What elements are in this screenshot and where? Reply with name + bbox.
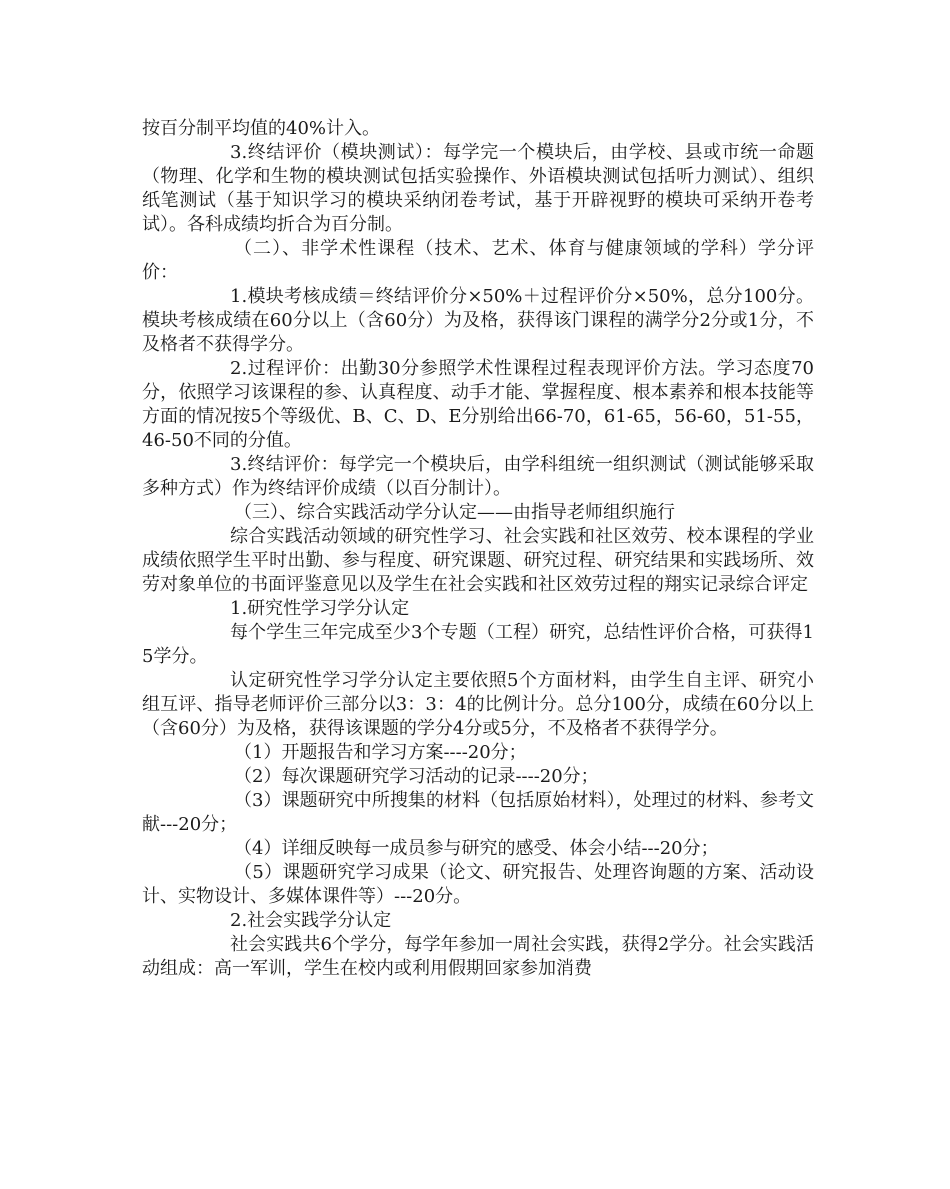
paragraph-p04: 1.模块考核成绩＝终结评价分×50%＋过程评价分×50%，总分100分。模块考核成绩在60分以上（含60分）为及格，获得该门课程的满学分2分或1分，不及格者不获得学分。 bbox=[142, 286, 814, 355]
list-item-2: （2）每次课题研究学习活动的记录----20分； bbox=[234, 766, 599, 787]
list-item-3: （3）课题研究中所搜集的材料（包括原始材料），处理过的材料、参考文献---20分； bbox=[142, 790, 814, 835]
document-body bbox=[142, 117, 814, 981]
subheading-research-credit: 1.研究性学习学分认定 bbox=[230, 598, 410, 619]
section-heading-2: （二）、非学术性课程（技术、艺术、体育与健康领域的学科）学分评价： bbox=[142, 238, 814, 283]
paragraph-p08: 综合实践活动领域的研究性学习、社会实践和社区效劳、校本课程的学业成绩依照学生平时出勤、参与程度、研究课题、研究过程、研究结果和实践场所、效劳对象单位的书面评鉴意见以及学生在社会实践和社区效劳过程的翔实记录综合评定 bbox=[142, 526, 814, 595]
paragraph-p10: 每个学生三年完成至少3个专题（工程）研究，总结性评价合格，可获得15学分。 bbox=[142, 622, 814, 667]
list-item-1: （1）开题报告和学习方案----20分； bbox=[234, 742, 527, 763]
list-item-4: （4）详细反映每一成员参与研究的感受、体会小结---20分； bbox=[234, 838, 719, 859]
list-item-5: （5）课题研究学习成果（论文、研究报告、处理咨询题的方案、活动设计、实物设计、多媒体课件等）---20分。 bbox=[142, 862, 814, 907]
paragraph-p11: 认定研究性学习学分认定主要依照5个方面材料，由学生自主评、研究小组互评、指导老师评价三部分以3：3：4的比例计分。总分100分，成绩在60分以上（含60分）为及格，获得该课题的学分4分或5分，不及格者不获得学分。 bbox=[142, 670, 814, 739]
section-heading-3: （三）、综合实践活动学分认定——由指导老师组织施行 bbox=[234, 502, 675, 523]
paragraph-p01: 按百分制平均值的40%计入。 bbox=[142, 118, 381, 139]
paragraph-p02: 3.终结评价（模块测试）：每学完一个模块后，由学校、县或市统一命题（物理、化学和生物的模块测试包括实验操作、外语模块测试包括听力测试）、组织纸笔测试（基于知识学习的模块采纳闭卷考试，基于开辟视野的模块可采纳开卷考试）。各科成绩均折合为百分制。 bbox=[142, 142, 814, 235]
paragraph-p18: 社会实践共6个学分，每学年参加一周社会实践，获得2学分。社会实践活动组成：高一军训，学生在校内或利用假期回家参加消费 bbox=[142, 934, 814, 979]
paragraph-p05: 2.过程评价：出勤30分参照学术性课程过程表现评价方法。学习态度70分，依照学习该课程的参、认真程度、动手才能、掌握程度、根本素养和根本技能等方面的情况按5个等级优、B、C、D、E分别给出66-70，61-65，56-60，51-55，46-50不同的分值。 bbox=[142, 358, 814, 451]
paragraph-p06: 3.终结评价：每学完一个模块后，由学科组统一组织测试（测试能够采取多种方式）作为终结评价成绩（以百分制计）。 bbox=[142, 454, 814, 499]
subheading-social-practice-credit: 2.社会实践学分认定 bbox=[230, 910, 392, 931]
